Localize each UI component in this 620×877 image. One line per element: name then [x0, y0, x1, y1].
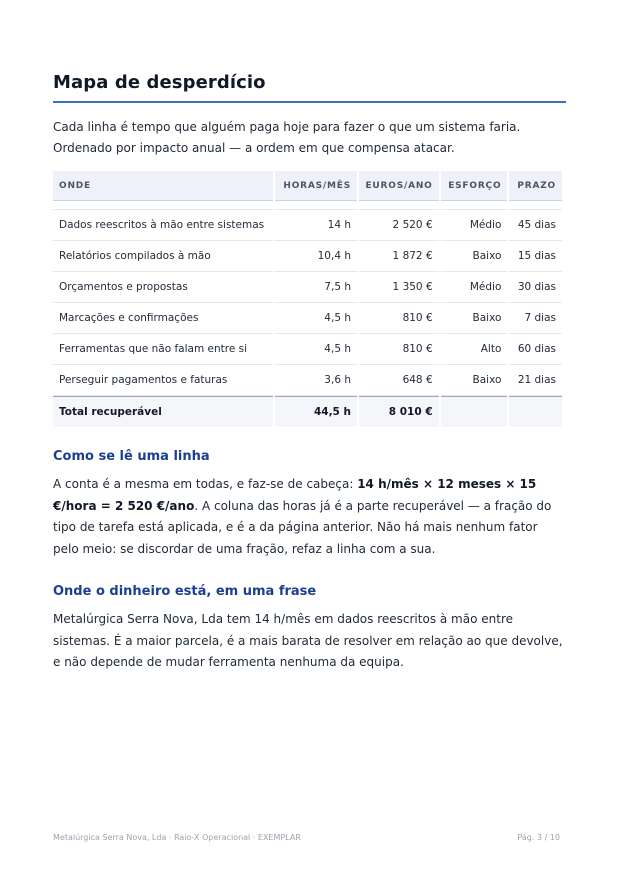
cell-horas: 3,6 h: [275, 365, 357, 396]
cell-esforco: Baixo: [441, 365, 508, 396]
cell-esforco: Baixo: [441, 303, 508, 334]
cell-onde: Relatórios compilados à mão: [53, 241, 273, 272]
cell-onde: Ferramentas que não falam entre si: [53, 334, 273, 365]
cell-onde: Dados reescritos à mão entre sistemas: [53, 210, 273, 241]
section-paragraph-how-to-read: [53, 474, 566, 560]
table-row: [53, 210, 562, 241]
table-header-row: [53, 171, 562, 201]
cell-onde: Marcações e confirmações: [53, 303, 273, 334]
cell-esforco: Médio: [441, 210, 508, 241]
cell-horas: 7,5 h: [275, 272, 357, 303]
table-row: [53, 303, 562, 334]
cell-esforco: Alto: [441, 334, 508, 365]
page-footer: [53, 833, 560, 842]
cell-prazo: 21 dias: [509, 365, 562, 396]
section-paragraph-where-money: Metalúrgica Serra Nova, Lda tem 14 h/mês em dados reescritos à mão entre sistemas. É a maior parcela, é a mais barata de resolver em relação ao que devolve, e não depende de mudar ferramenta nenhuma da equipa.: [53, 612, 563, 669]
total-horas: 44,5 h: [275, 396, 357, 427]
column-header-onde: ONDE: [53, 171, 273, 201]
column-header-euros: EUROS/ANO: [359, 171, 439, 201]
cell-euros: 810 €: [359, 334, 439, 365]
cell-horas: 14 h: [275, 210, 357, 241]
column-header-esforco: ESFORÇO: [441, 171, 508, 201]
cell-prazo: 7 dias: [509, 303, 562, 334]
total-label: Total recuperável: [53, 396, 273, 427]
cell-esforco: Médio: [441, 272, 508, 303]
cell-horas: 4,5 h: [275, 334, 357, 365]
cell-onde: Orçamentos e propostas: [53, 272, 273, 303]
paragraph-text: A conta é a mesma em todas, e faz-se de cabeça:: [53, 477, 358, 491]
cell-prazo: 15 dias: [509, 241, 562, 272]
total-empty-prazo: [509, 396, 562, 427]
cell-euros: 648 €: [359, 365, 439, 396]
waste-map-table: [51, 171, 564, 427]
cell-prazo: 45 dias: [509, 210, 562, 241]
cell-euros: 2 520 €: [359, 210, 439, 241]
table-row: [53, 272, 562, 303]
cell-esforco: Baixo: [441, 241, 508, 272]
cell-euros: 1 350 €: [359, 272, 439, 303]
cell-prazo: 30 dias: [509, 272, 562, 303]
total-euros: 8 010 €: [359, 396, 439, 427]
footer-document-info: Metalúrgica Serra Nova, Lda · Raio-X Operacional · EXEMPLAR: [53, 833, 301, 842]
column-header-prazo: PRAZO: [509, 171, 562, 201]
page-title: Mapa de desperdício: [53, 72, 566, 103]
page-content: [53, 72, 566, 674]
footer-page-number: Pág. 3 / 10: [517, 833, 560, 842]
section-heading-how-to-read: Como se lê uma linha: [53, 449, 210, 464]
intro-paragraph: Cada linha é tempo que alguém paga hoje para fazer o que um sistema faria. Ordenado por impacto anual — a ordem em que compensa atacar.: [53, 120, 521, 155]
cell-euros: 1 872 €: [359, 241, 439, 272]
column-header-horas: HORAS/MÊS: [275, 171, 357, 201]
paragraph-text: . A coluna das horas já é a parte recuperável — a fração do tipo de tarefa está aplicada, e é a da página anterior. Não há mais nenhum fator pelo meio: se discordar de uma fração, refaz a linha com a sua.: [53, 498, 552, 556]
table-row: [53, 334, 562, 365]
cell-onde: Perseguir pagamentos e faturas: [53, 365, 273, 396]
table-row: [53, 365, 562, 396]
table-row: [53, 241, 562, 272]
cell-prazo: 60 dias: [509, 334, 562, 365]
cell-euros: 810 €: [359, 303, 439, 334]
table-total-row: [53, 396, 562, 427]
cell-horas: 4,5 h: [275, 303, 357, 334]
cell-horas: 10,4 h: [275, 241, 357, 272]
total-empty-esforco: [441, 396, 508, 427]
formula-text: 14 h/mês × 12 meses × 15 €/hora = 2 520 €/ano: [53, 477, 537, 513]
section-heading-where-money: Onde o dinheiro está, em uma frase: [53, 584, 317, 599]
table-spacer: [53, 201, 562, 210]
